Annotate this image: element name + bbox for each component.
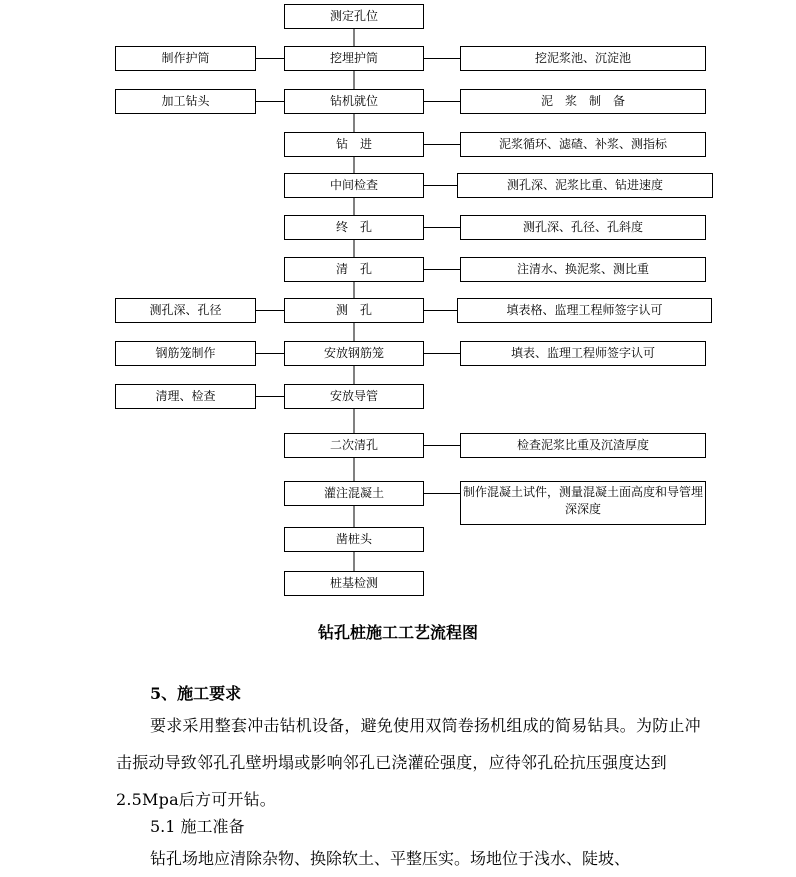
right-step-box: 测孔深、泥浆比重、钻进速度 [457,173,713,198]
right-step-box: 泥 浆 制 备 [460,89,706,114]
subsection-heading: 5.1 施工准备 [150,817,245,836]
right-step-box: 挖泥浆池、沉淀池 [460,46,706,71]
body-paragraph: 要求采用整套冲击钻机设备，避免使用双筒卷扬机组成的简易钻具。为防止冲击振动导致邻孔孔壁坍塌或影响邻孔已浇灌砼强度，应待邻孔砼抗压强度达到2.5Mpa后方可开钻。 [116,716,701,809]
main-step-box: 清 孔 [284,257,424,282]
main-step-box: 终 孔 [284,215,424,240]
main-step-box: 测定孔位 [284,4,424,29]
right-step-box: 注清水、换泥浆、测比重 [460,257,706,282]
right-step-box: 填表格、监理工程师签字认可 [457,298,712,323]
right-step-box: 填表、监理工程师签字认可 [460,341,706,366]
main-step-box: 安放钢筋笼 [284,341,424,366]
main-step-box: 钻 进 [284,132,424,157]
main-step-box: 钻机就位 [284,89,424,114]
main-step-box: 安放导管 [284,384,424,409]
main-step-box: 桩基检测 [284,571,424,596]
main-step-box: 灌注混凝土 [284,481,424,506]
left-step-box: 制作护筒 [115,46,256,71]
main-step-box: 中间检查 [284,173,424,198]
right-step-box: 制作混凝土试件，测量混凝土面高度和导管埋深深度 [460,481,706,525]
right-step-box: 测孔深、孔径、孔斜度 [460,215,706,240]
section-heading: 5、施工要求 [150,684,242,703]
left-step-box: 清理、检查 [115,384,256,409]
left-step-box: 加工钻头 [115,89,256,114]
right-step-box: 泥浆循环、滤碴、补浆、测指标 [460,132,706,157]
body-paragraph-2: 钻孔场地应清除杂物、换除软土、平整压实。场地位于浅水、陡坡、 [150,849,631,868]
figure-caption: 钻孔桩施工工艺流程图 [317,623,478,642]
main-step-box: 挖埋护筒 [284,46,424,71]
right-step-box: 检查泥浆比重及沉渣厚度 [460,433,706,458]
main-step-box: 二次清孔 [284,433,424,458]
main-step-box: 凿桩头 [284,527,424,552]
main-step-box: 测 孔 [284,298,424,323]
left-step-box: 钢筋笼制作 [115,341,256,366]
left-step-box: 测孔深、孔径 [115,298,256,323]
